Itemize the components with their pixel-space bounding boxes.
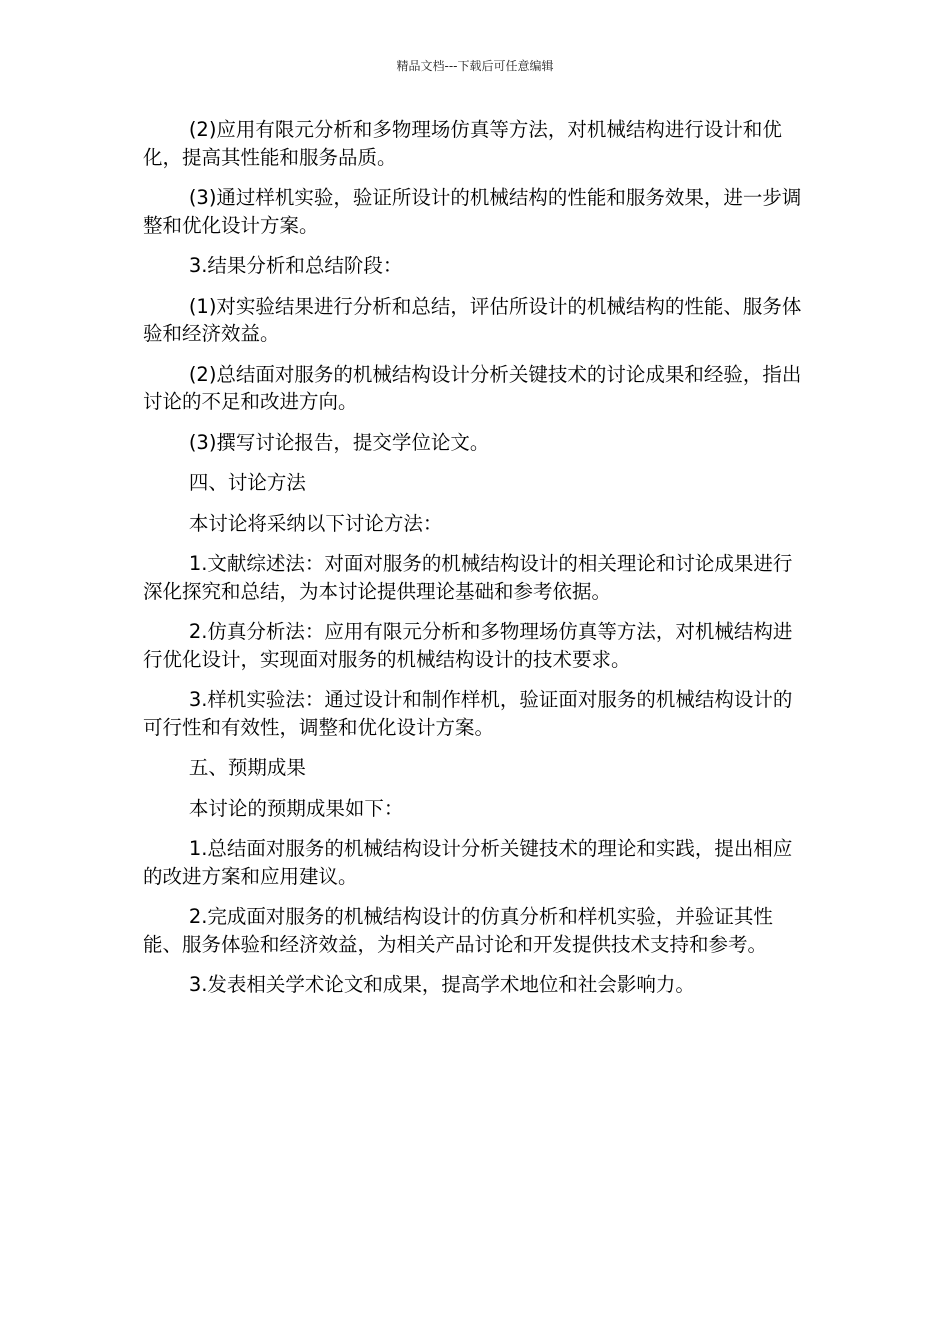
paragraph: 3.发表相关学术论文和成果，提高学术地位和社会影响力。 [188,973,695,996]
paragraph: (2)应用有限元分析和多物理场仿真等方法，对机械结构进行设计和优化，提高其性能和服务品质。 [143,118,782,169]
paragraph: (3)撰写讨论报告，提交学位论文。 [188,430,490,454]
section-heading: 四、讨论方法 [188,471,306,494]
page-header: 精品文档---下载后可任意编辑 [396,59,554,73]
paragraph: 本讨论的预期成果如下： [188,796,404,820]
paragraph: 本讨论将采纳以下讨论方法： [188,511,443,535]
paragraph: 3.样机实验法：通过设计和制作样机，验证面对服务的机械结构设计的可行性和有效性，调整和优化设计方案。 [143,688,793,739]
paragraph: 1.文献综述法：对面对服务的机械结构设计的相关理论和讨论成果进行深化探究和总结，为本讨论提供理论基础和参考依据。 [143,552,793,603]
paragraph: (1)对实验结果进行分析和总结，评估所设计的机械结构的性能、服务体验和经济效益。 [143,294,802,345]
document-body [143,116,803,1012]
section-heading: 五、预期成果 [188,756,306,779]
paragraph: 1.总结面对服务的机械结构设计分析关键技术的理论和实践，提出相应的改进方案和应用建议。 [143,837,793,888]
section-subheading: 3.结果分析和总结阶段： [188,254,403,277]
paragraph: 2.仿真分析法：应用有限元分析和多物理场仿真等方法，对机械结构进行优化设计，实现面对服务的机械结构设计的技术要求。 [143,620,793,671]
paragraph: (3)通过样机实验，验证所设计的机械结构的性能和服务效果，进一步调整和优化设计方案。 [143,186,802,237]
paragraph: (2)总结面对服务的机械结构设计分析关键技术的讨论成果和经验，指出讨论的不足和改进方向。 [143,362,802,413]
paragraph: 2.完成面对服务的机械结构设计的仿真分析和样机实验，并验证其性能、服务体验和经济效益，为相关产品讨论和开发提供技术支持和参考。 [143,905,773,956]
